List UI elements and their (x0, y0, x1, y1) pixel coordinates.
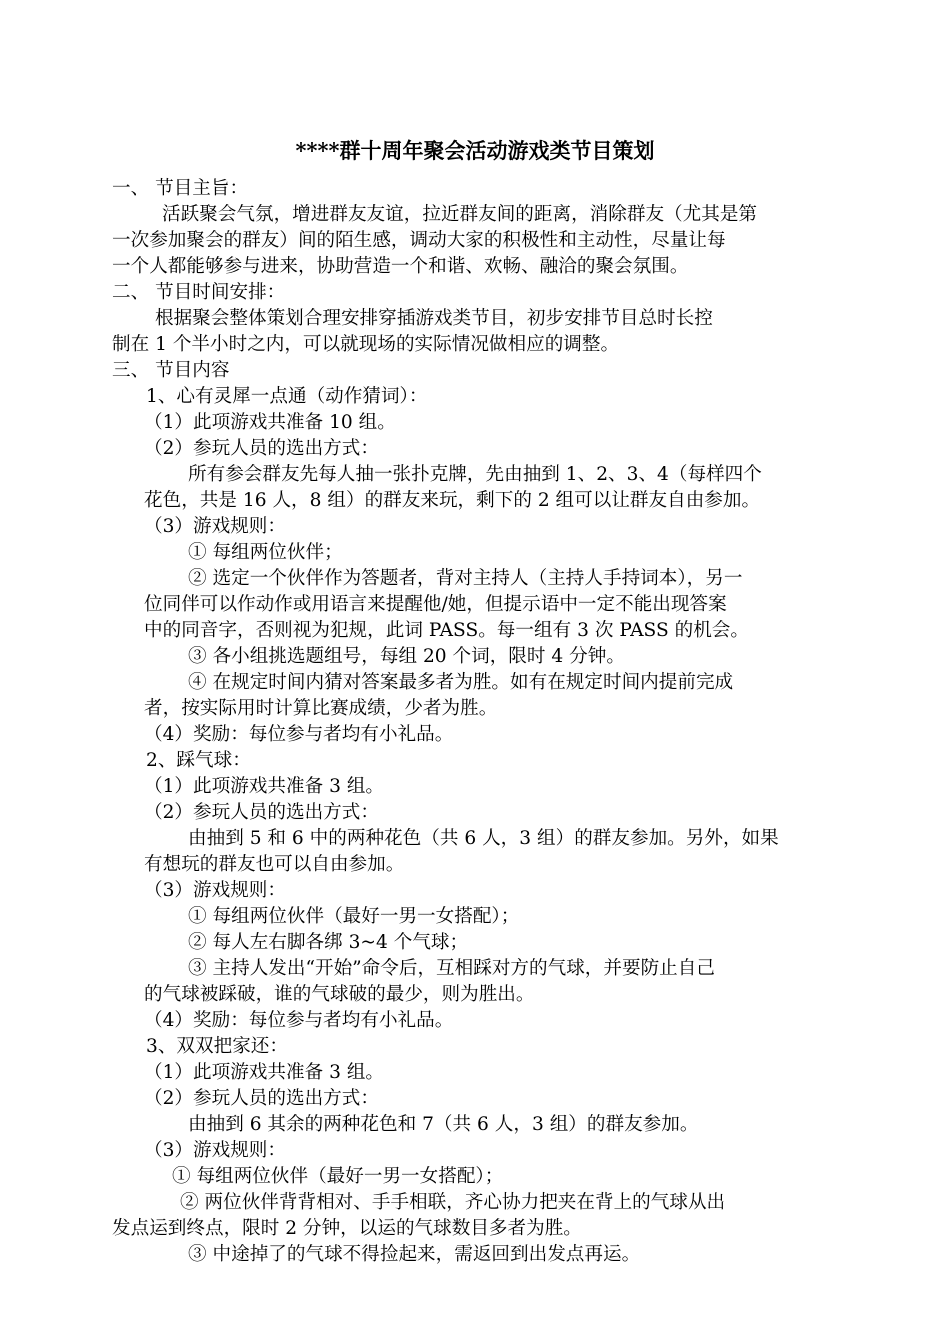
rule-item: ② 两位伙伴背背相对、手手相联，齐心协力把夹在背上的气球从出 (180, 1192, 726, 1213)
rule-item: ② 选定一个伙伴作为答题者，背对主持人（主持人手持词本），另一 (188, 568, 743, 589)
list-item: （3）游戏规则： (144, 880, 286, 901)
document-title: ****群十周年聚会活动游戏类节目策划 (295, 138, 655, 163)
list-item: （1）此项游戏共准备 3 组。 (144, 776, 385, 797)
section-heading: 二、 节目时间安排： (112, 282, 286, 303)
paragraph-line: 的气球被踩破，谁的气球破的最少，则为胜出。 (144, 984, 535, 1005)
rule-item: ④ 在规定时间内猜对答案最多者为胜。如有在规定时间内提前完成 (188, 672, 734, 693)
list-item: （4）奖励：每位参与者均有小礼品。 (144, 1010, 454, 1031)
paragraph-line: 由抽到 5 和 6 中的两种花色（共 6 人，3 组）的群友参加。另外，如果 (188, 828, 779, 849)
list-item: （2）参玩人员的选出方式： (144, 802, 379, 823)
paragraph-line: 者，按实际用时计算比赛成绩，少者为胜。 (144, 698, 498, 719)
paragraph-line: 制在 1 个半小时之内，可以就现场的实际情况做相应的调整。 (112, 334, 620, 355)
paragraph-line: 花色，共是 16 人，8 组）的群友来玩，剩下的 2 组可以让群友自由参加。 (144, 490, 761, 511)
list-item: （1）此项游戏共准备 10 组。 (144, 412, 396, 433)
list-item: （3）游戏规则： (144, 1140, 286, 1161)
paragraph-line: 活跃聚会气氛，增进群友友谊，拉近群友间的距离，消除群友（尤其是第 (162, 204, 758, 225)
subsection-heading: 3、双双把家还： (146, 1036, 288, 1057)
paragraph-line: 中的同音字，否则视为犯规，此词 PASS。每一组有 3 次 PASS 的机会。 (144, 620, 749, 641)
paragraph-line: 位同伴可以作动作或用语言来提醒他/她，但提示语中一定不能出现答案 (144, 594, 727, 615)
rule-item: ① 每组两位伙伴； (188, 542, 343, 563)
subsection-heading: 2、踩气球： (146, 750, 251, 771)
paragraph-line: 一个人都能够参与进来，协助营造一个和谐、欢畅、融洽的聚会氛围。 (112, 256, 689, 277)
list-item: （1）此项游戏共准备 3 组。 (144, 1062, 385, 1083)
rule-item: ③ 中途掉了的气球不得捡起来，需返回到出发点再运。 (188, 1244, 641, 1265)
list-item: （2）参玩人员的选出方式： (144, 438, 379, 459)
subsection-heading: 1、心有灵犀一点通（动作猜词）： (146, 386, 428, 407)
paragraph-line: 发点运到终点，限时 2 分钟，以运的气球数目多者为胜。 (112, 1218, 582, 1239)
section-heading: 一、 节目主旨： (112, 178, 249, 199)
paragraph-line: 由抽到 6 其余的两种花色和 7（共 6 人，3 组）的群友参加。 (188, 1114, 699, 1135)
section-heading: 三、 节目内容 (112, 360, 230, 381)
paragraph-line: 根据聚会整体策划合理安排穿插游戏类节目，初步安排节目总时长控 (155, 308, 713, 329)
paragraph-line: 有想玩的群友也可以自由参加。 (144, 854, 405, 875)
rule-item: ③ 主持人发出“开始”命令后，互相踩对方的气球，并要防止自己 (188, 958, 715, 979)
paragraph-line: 一次参加聚会的群友）间的陌生感，调动大家的积极性和主动性，尽量让每 (112, 230, 726, 251)
rule-item: ③ 各小组挑选题组号，每组 20 个词，限时 4 分钟。 (188, 646, 625, 667)
rule-item: ② 每人左右脚各绑 3~4 个气球； (188, 932, 469, 953)
paragraph-line: 所有参会群友先每人抽一张扑克牌，先由抽到 1、2、3、4（每样四个 (188, 464, 762, 485)
list-item: （3）游戏规则： (144, 516, 286, 537)
list-item: （4）奖励：每位参与者均有小礼品。 (144, 724, 454, 745)
rule-item: ① 每组两位伙伴（最好一男一女搭配）； (172, 1166, 504, 1187)
rule-item: ① 每组两位伙伴（最好一男一女搭配）； (188, 906, 520, 927)
list-item: （2）参玩人员的选出方式： (144, 1088, 379, 1109)
